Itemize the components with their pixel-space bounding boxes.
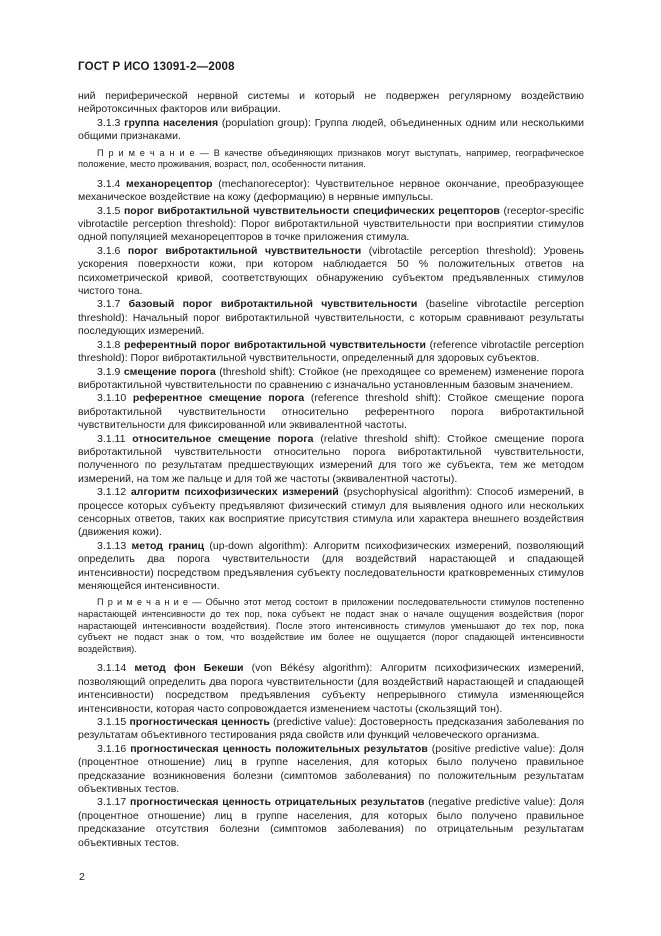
term: алгоритм психофизических измерений <box>130 486 339 499</box>
clause-number: 3.1.17 <box>97 796 127 809</box>
definition-text: (predictive value): Достоверность предсказания заболевания по результатам объективного тестирования ряда свойств или функций человеческого организма. <box>78 716 585 742</box>
definition-text: (relative threshold shift): Стойкое смещение порога вибротактильной чувствительности относительно порога вибротактильной чувствительности, полученного по результатам предшествующих измерений для того же субъекта, тем же методом измерений, на том же пальце и для той же частоты (эквивалентной частоты). <box>78 432 585 485</box>
definition-3-1-3 <box>78 117 584 144</box>
definition-text: (negative predictive value): Доля (процентное отношение) лиц в группе населения, для которых было получено правильное предсказание отсутствия болезни (симптомов заболевания) по отрицательным результатам объективных тестов. <box>78 796 585 849</box>
running-header-standard-designation: ГОСТ Р ИСО 13091-2—2008 <box>78 61 235 73</box>
definition-3-1-16 <box>78 743 584 797</box>
definition-text: (baseline vibrotactile perception threshold): Начальный порог вибротактильной чувствительности, с которым сравнивают результаты последующих измерений. <box>78 298 584 338</box>
page-number: 2 <box>79 871 85 883</box>
clause-number: 3.1.10 <box>97 392 127 405</box>
definition-text: (psychophysical algorithm): Способ измерений, в процессе которых субъекту предъявляют физический стимул для выявления одного или нескольких сенсорных ответов, таких как восприятие присутствия стимула или характера внешнего воздействия (движения кожи). <box>78 486 584 539</box>
definition-text: (mechanoreceptor): Чувствительное нервное окончание, преобразующее механическое воздействие на кожу (деформацию) в нервные импульсы. <box>78 177 584 204</box>
definition-text: (threshold shift): Стойкое (не преходящее со временем) изменение порога вибротактильной чувствительности по сравнению с изначально установленным базовым значением. <box>78 365 585 391</box>
note-label: П р и м е ч а н и е — <box>97 597 202 608</box>
clause-number: 3.1.5 <box>97 204 121 217</box>
definition-text: (reference vibrotactile perception threshold): Порог вибротактильной чувствительности, определенный для здоровых субъектов. <box>78 338 585 365</box>
term: референтный порог вибротактильной чувствительности <box>124 338 426 351</box>
page-body <box>78 90 584 850</box>
definition-3-1-7 <box>78 298 584 338</box>
clause-number: 3.1.16 <box>97 742 127 755</box>
definition-text: (receptor-specific vibrotactile perception threshold): Порог вибротактильной чувствительности при восприятии стимулов одной популяцией механорецепторов в точке приложения стимула. <box>78 204 585 244</box>
definition-3-1-15 <box>78 716 584 743</box>
note-text: Обычно этот метод состоит в приложении последовательности стимулов постепенно нарастающей интенсивности до тех пор, пока субъект не подаст знак о начале ощущения воздействия (порог нарастающей интенсивности воздействия). После этого интенсивность стимулов уменьшают до тех пор, пока субъект не подаст знак о том, что воздействие им более не ощущается (порог спадающей интенсивности воздействия). <box>78 597 584 654</box>
definition-text: (up-down algorithm): Алгоритм психофизических измерений, позволяющий определить два порога чувствительности (для воздействий нарастающей и спадающей интенсивности) посредством предъявления субъекту последовательности кратковременных стимулов меняющейся интенсивности. <box>78 539 584 592</box>
definition-3-1-10 <box>78 392 584 432</box>
term: референтное смещение порога <box>132 392 305 405</box>
note-text: В качестве объединяющих признаков могут выступать, например, географическое положение, место проживания, возраст, пол, особенности питания. <box>78 147 584 170</box>
term: прогностическая ценность <box>129 716 270 728</box>
clause-number: 3.1.11 <box>97 432 126 445</box>
clause-number: 3.1.15 <box>97 716 127 728</box>
term: метод фон Бекеши <box>134 662 244 675</box>
term: прогностическая ценность положительных результатов <box>130 742 428 755</box>
term: порог вибротактильной чувствительности <box>127 244 362 257</box>
definition-3-1-13 <box>78 540 584 594</box>
definition-3-1-5 <box>78 205 584 245</box>
definition-text: (von Békésy algorithm): Алгоритм психофизических измерений, позволяющий определить два порога чувствительности (для воздействий нарастающей и спадающей интенсивности) посредством предъявления субъекту непрерывного стимула изменяющейся интенсивности, которая часто сопровождается изменением частоты (скользящий тон). <box>78 662 585 715</box>
note-up-down-method <box>78 597 584 655</box>
note-population-group <box>78 148 584 171</box>
term: метод границ <box>131 539 205 552</box>
definition-3-1-17 <box>78 796 584 850</box>
clause-number: 3.1.12 <box>97 486 127 499</box>
definition-3-1-6 <box>78 245 584 299</box>
definition-text: (positive predictive value): Доля (процентное отношение) лиц в группе населения, для которых было получено правильное предсказание возникновения болезни (симптомов заболевания) по положительным результатам объективных тестов. <box>78 742 584 796</box>
definition-text: (reference threshold shift): Стойкое смещение порога вибротактильной чувствительности относительно референтного порога вибротактильной чувствительности для фиксированной или эквивалентной частоты. <box>78 392 585 432</box>
definition-3-1-4 <box>78 178 584 205</box>
definition-3-1-11 <box>78 433 584 487</box>
clause-number: 3.1.6 <box>97 244 121 257</box>
definition-3-1-9 <box>78 366 584 393</box>
term: базовый порог вибротактильной чувствительности <box>128 298 418 311</box>
definition-3-1-12 <box>78 486 584 540</box>
term: относительное смещение порога <box>132 432 314 445</box>
term: порог вибротактильной чувствительности специфических рецепторов <box>123 204 500 217</box>
term: смещение порога <box>123 365 216 378</box>
note-label: П р и м е ч а н и е — <box>97 147 209 158</box>
clause-number: 3.1.14 <box>97 662 127 675</box>
clause-number: 3.1.13 <box>97 539 127 552</box>
clause-number: 3.1.4 <box>97 177 121 190</box>
clause-number: 3.1.3 <box>97 116 121 129</box>
definition-text: (vibrotactile perception threshold): Уровень ускорения поверхности кожи, при котором наблюдается 50 % положительных ответов на психометрической кривой, соответствующих обнаружению субъектом предъявленных стимулов чистого тона. <box>78 244 584 298</box>
paragraph-continuation: ний периферической нервной системы и который не подвержен регулярному воздействию нейротоксичных факторов или вибрации. <box>78 90 584 116</box>
definition-3-1-8 <box>78 339 584 366</box>
definition-3-1-14 <box>78 662 584 716</box>
term: механорецептор <box>125 177 213 190</box>
clause-number: 3.1.8 <box>97 338 121 351</box>
term: прогностическая ценность отрицательных результатов <box>130 796 425 809</box>
clause-number: 3.1.9 <box>97 365 121 378</box>
definition-text: (population group): Группа людей, объединенных одним или несколькими общими признаками. <box>78 116 584 143</box>
clause-number: 3.1.7 <box>97 298 121 311</box>
term: группа населения <box>124 116 219 129</box>
